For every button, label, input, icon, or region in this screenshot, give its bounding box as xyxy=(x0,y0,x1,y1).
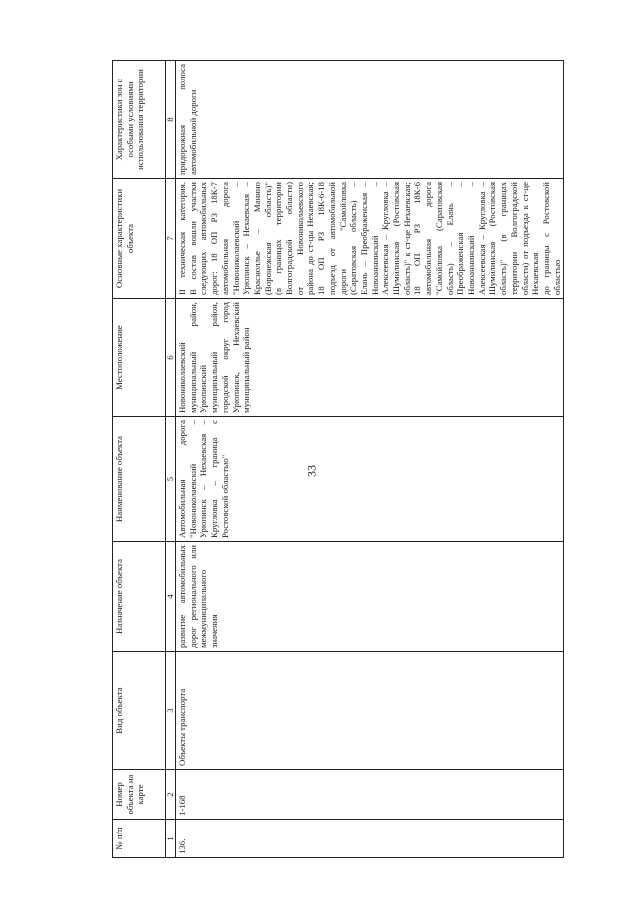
characteristics-line: (в границах территории xyxy=(273,182,284,295)
characteristics-line: от Новониколаевского xyxy=(294,182,305,295)
column-number: 7 xyxy=(166,179,176,299)
cell-purpose: развитие автомобильных дорог регионального или межмуниципального значения xyxy=(176,542,564,652)
column-number: 5 xyxy=(166,417,176,542)
header-map-number: Номер объекта на карте xyxy=(113,770,166,820)
characteristics-line: Красноллье – Манино xyxy=(251,182,262,295)
characteristics-line: подъезд от автомобильной дороги "Самойловка xyxy=(326,182,348,295)
column-number: 8 xyxy=(166,61,176,179)
cell-name: Автомобильная дорога "Новониколаевский – Урюпинск – Нехаевская – Кругловка – граница с Ростовской областью" xyxy=(176,417,564,542)
column-number: 6 xyxy=(166,299,176,417)
characteristics-line: района до ст-цы Нехаевская; 18 ОП РЗ 18К-6-18 xyxy=(305,182,327,295)
characteristics-line: "Самойловка (Саратовская область) – Елань – xyxy=(433,182,455,295)
table-header-row xyxy=(113,61,166,858)
rotated-table-sheet xyxy=(112,61,562,858)
characteristics-line: (Воронежская область)" xyxy=(262,182,273,295)
cell-characteristics xyxy=(176,179,564,299)
characteristics-line: В состав вошли участки xyxy=(187,182,198,295)
characteristics-line: (Саратовская область) – xyxy=(348,182,359,295)
header-num: № п/п xyxy=(113,820,166,858)
characteristics-line: дорог: 18 ОП РЗ 18К-7 xyxy=(209,182,220,295)
column-number: 3 xyxy=(166,652,176,770)
cell-location: Новониколаевский муниципальный район, Урюпинский муниципальный район, городской округ город Урюпинск, Нехаевский муниципальный район xyxy=(176,299,564,417)
column-number: 1 xyxy=(166,820,176,858)
characteristics-line: областью xyxy=(551,259,562,295)
header-type: Вид объекта xyxy=(113,652,166,770)
header-location: Местоположение xyxy=(113,299,166,417)
table-row xyxy=(176,61,564,858)
characteristics-line: автомобильная дорога xyxy=(219,182,230,295)
characteristics-line: Преображенская – Новоаннинский – Алексеевская – Кругловка – Шумилинская (Ростовская xyxy=(455,182,498,295)
characteristics-line: следующих автомобильных xyxy=(198,182,209,295)
characteristics-line: Урюпинск – Нехаевская – xyxy=(241,182,252,295)
column-number-row xyxy=(166,61,176,858)
objects-table xyxy=(112,60,564,858)
characteristics-line: область)" (в границах xyxy=(498,182,509,295)
characteristics-line: II техническая категория. xyxy=(177,182,187,295)
characteristics-line: территории Волгоградской области) от подъезда к ст-це Нехаевская xyxy=(508,182,541,295)
page-number: 33 xyxy=(304,465,319,477)
characteristics-line: автомобильная дорога xyxy=(423,182,434,295)
column-number: 2 xyxy=(166,770,176,820)
cell-map-number: 1-168 xyxy=(176,770,564,820)
header-purpose: Назначение объекта xyxy=(113,542,166,652)
characteristics-line: область)" к ст-це Нехаевская; 18 ОП РЗ 18К-6 xyxy=(401,182,423,295)
header-zone: Характеристики зон с особыми условиями использования территории xyxy=(113,61,166,179)
cell-zone: придорожная полоса автомобильной дороги xyxy=(176,61,564,179)
header-characteristics: Основные характеристики объекта xyxy=(113,179,166,299)
header-name: Наименование объекта xyxy=(113,417,166,542)
characteristics-line: до границы с Ростовской xyxy=(540,182,551,295)
column-number: 4 xyxy=(166,542,176,652)
characteristics-line: Елань – Преображенская – xyxy=(358,182,369,295)
characteristics-line: Волгоградской области) xyxy=(284,182,295,295)
cell-num: 136. xyxy=(176,820,564,858)
characteristics-line: "Новониколаевский – xyxy=(230,182,241,295)
characteristics-line: Новоаннинский – Алексеевская – Кругловка – Шумилинская (Ростовская xyxy=(369,182,402,295)
cell-type: Объекты транспорта xyxy=(176,652,564,770)
